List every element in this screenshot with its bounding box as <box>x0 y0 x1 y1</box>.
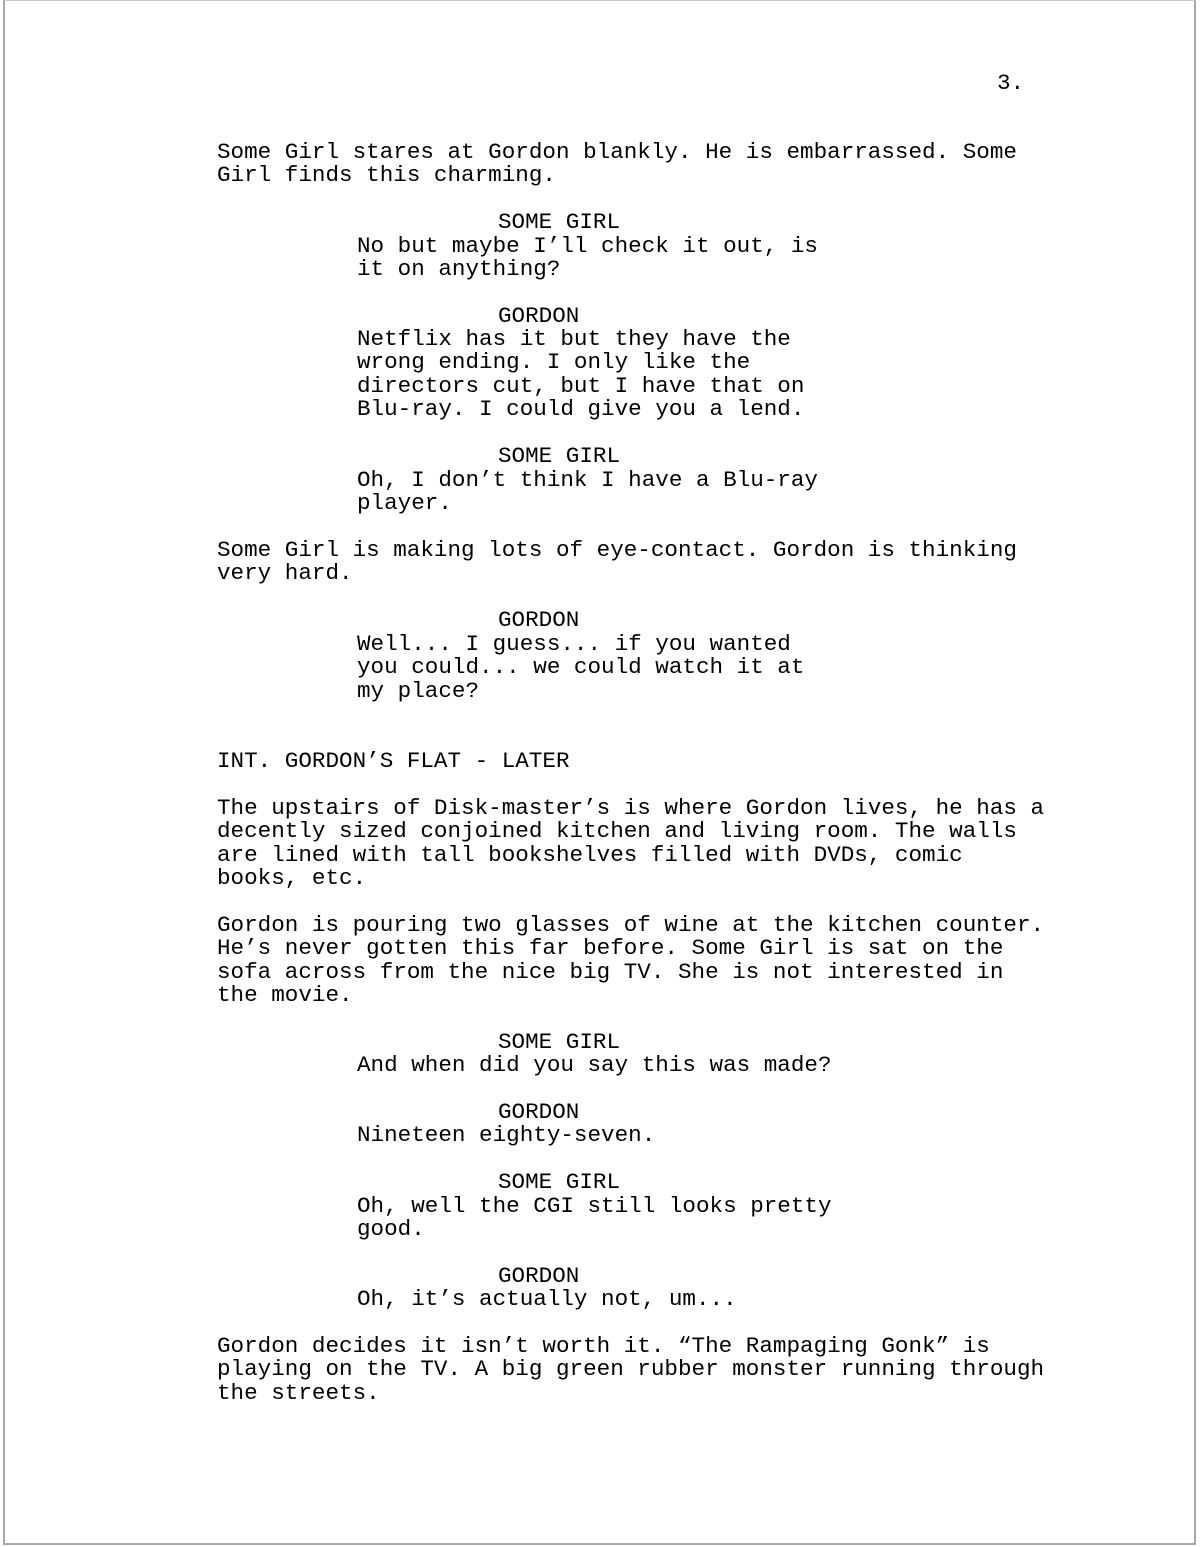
character-name: SOME GIRL <box>498 1169 621 1195</box>
action-line: Gordon decides it isn’t worth it. “The Rampaging Gonk” is playing on the TV. A big green rubber monster running through the streets. <box>217 1333 1045 1406</box>
action-line: Some Girl stares at Gordon blankly. He is embarrassed. Some Girl finds this charming. <box>217 139 1017 189</box>
character-name: SOME GIRL <box>498 209 621 235</box>
character-name: GORDON <box>498 1263 580 1289</box>
character-name: GORDON <box>498 303 580 329</box>
character-name: GORDON <box>498 607 580 633</box>
character-name: SOME GIRL <box>498 1029 621 1055</box>
action-line: Gordon is pouring two glasses of wine at the kitchen counter. He’s never gotten this far before. Some Girl is sat on the sofa across from the nice big TV. She is not interested in the movie. <box>217 912 1045 1009</box>
character-name: GORDON <box>498 1099 580 1125</box>
dialogue-line: Oh, I don’t think I have a Blu-ray player. <box>357 467 818 517</box>
dialogue-line: Well... I guess... if you wanted you could... we could watch it at my place? <box>357 631 805 704</box>
script-page <box>3 0 1196 1545</box>
dialogue-line: Netflix has it but they have the wrong ending. I only like the directors cut, but I have that on Blu-ray. I could give you a lend. <box>357 326 805 423</box>
dialogue-line: Oh, it’s actually not, um... <box>357 1286 737 1312</box>
dialogue-line: And when did you say this was made? <box>357 1052 832 1078</box>
scene-heading: INT. GORDON’S FLAT - LATER <box>217 748 570 774</box>
screenplay-body <box>5 1 1194 1543</box>
dialogue-line: Oh, well the CGI still looks pretty good. <box>357 1193 832 1243</box>
dialogue-line: Nineteen eighty-seven. <box>357 1122 656 1148</box>
action-line: The upstairs of Disk-master’s is where Gordon lives, he has a decently sized conjoined kitchen and living room. The walls are lined with tall bookshelves filled with DVDs, comic books, etc. <box>217 795 1045 892</box>
action-line: Some Girl is making lots of eye-contact. Gordon is thinking very hard. <box>217 537 1017 587</box>
dialogue-line: No but maybe I’ll check it out, is it on anything? <box>357 233 818 283</box>
character-name: SOME GIRL <box>498 443 621 469</box>
page-number: 3. <box>997 70 1025 96</box>
